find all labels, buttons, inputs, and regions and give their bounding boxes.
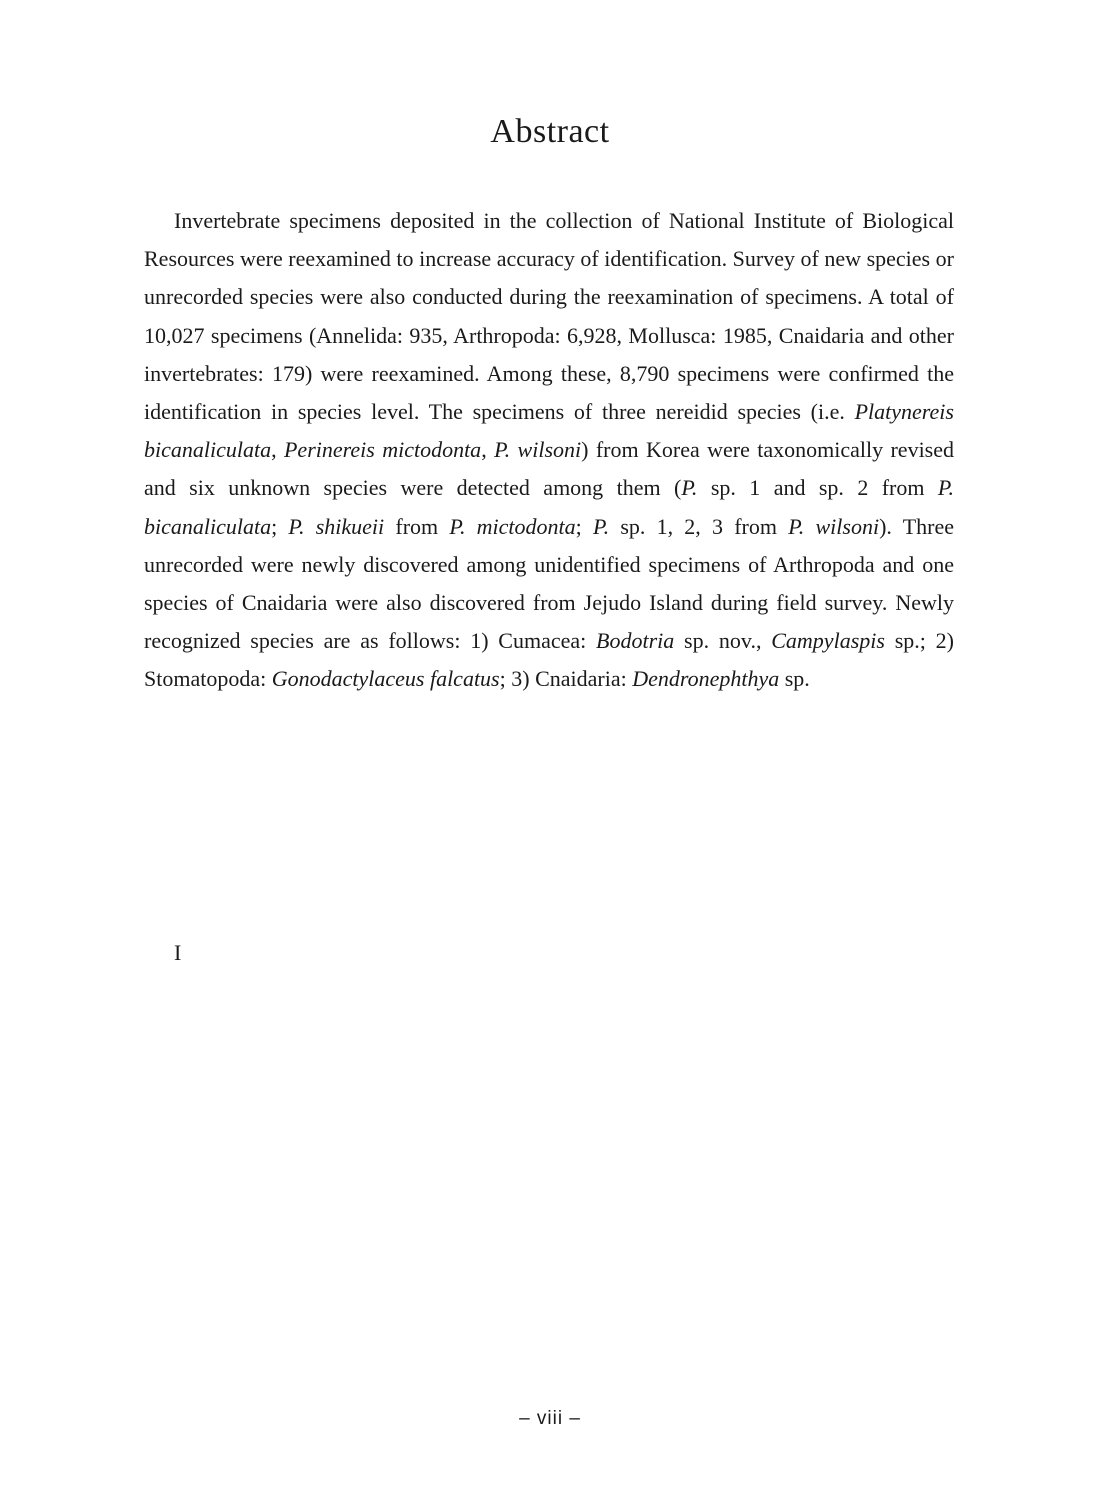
text-run: sp. (779, 666, 810, 692)
text-run: sp. 1 and sp. 2 from (697, 475, 938, 501)
text-run: ; (271, 513, 289, 539)
text-run: , (271, 437, 284, 463)
text-run: Invertebrate specimens deposited in the collection of National Institute of Biological Resources were reexamined to increase accuracy of identification. Survey of new species or unrecorded species were also conducted during the reexamination of specimens. A total of 10,027 specimens (Annelida: 935, Arthropoda: 6,928, Mollusca: 1985, Cnaidaria and other invertebrates: 179) were reexamined. Among these, 8,790 specimens were confirmed the identification in species level. The specimens of three nereidid species (i.e. (144, 208, 954, 425)
species-name: Bodotria (596, 628, 675, 654)
species-name: P. mictodonta (449, 513, 576, 539)
page-title: Abstract (490, 113, 610, 150)
text-run: ; (575, 513, 593, 539)
species-name: P. wilsoni (788, 513, 880, 539)
species-name: Platynereis bicanaliculata (144, 399, 954, 463)
text-run: ; 3) Cnaidaria: (499, 666, 633, 692)
text-run: ) from Korea were taxonomically revised and six unknown species were detected among them ( (144, 437, 955, 501)
species-name: P. shikueii (288, 513, 385, 539)
species-name: P. (593, 513, 610, 539)
species-name: P. bicanaliculata (144, 475, 955, 539)
text-run: sp.; 2) Stomatopoda: (144, 628, 954, 692)
abstract-paragraph (144, 202, 954, 699)
species-name: P. (681, 475, 698, 501)
species-name: Dendronephthya (632, 666, 780, 692)
text-run: ). Three unrecorded were newly discovered among unidentified specimens of Arthropoda and one species of Cnaidaria were also discovered from Jejudo Island during field survey. Newly recognized species are as follows: 1) Cumacea: (144, 513, 955, 654)
species-name: Campylaspis (771, 628, 885, 654)
text-run: , (481, 437, 495, 463)
text-run: sp. nov., (674, 628, 772, 654)
species-name: Gonodactylaceus falcatus (271, 666, 500, 692)
text-run: from (384, 513, 450, 539)
section-marker: I (174, 940, 182, 965)
text-run: sp. 1, 2, 3 from (609, 513, 789, 539)
species-name: P. wilsoni (494, 437, 582, 463)
species-name: Perinereis mictodonta (283, 437, 482, 463)
page-number: – viii – (519, 1408, 581, 1429)
